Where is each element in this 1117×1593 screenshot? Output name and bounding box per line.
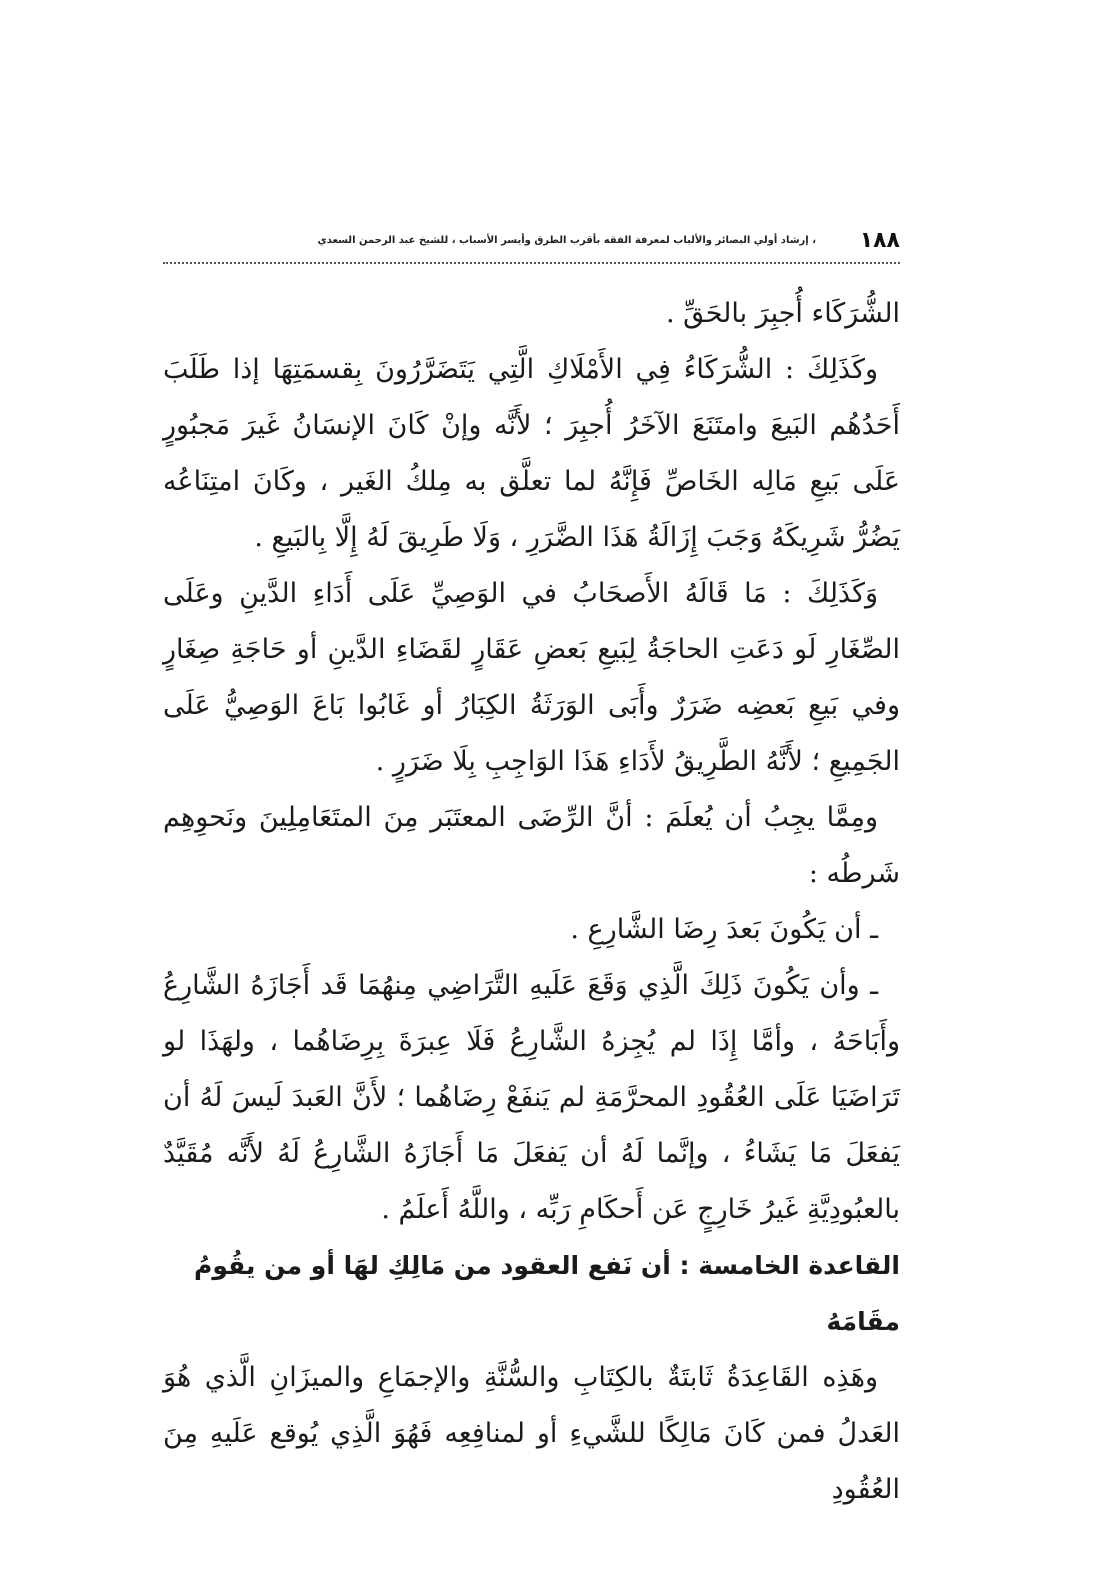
paragraph: وكَذَلِكَ : الشُّرَكَاءُ فِي الأَمْلَاكِ الَّتِي يَتَضَرَّرُونَ بِقسمَتِهَا إذا طَلَبَ أَحَدُهُم البَيعَ وامتَنَعَ الآخَرُ أُجبِرَ ؛ لأَنَّه وإنْ كَانَ الإنسَانُ غَيرَ مَجبُورٍ عَلَى بَيعِ مَالِه الخَاصِّ فَإِنَّهُ لما تعلَّق به مِلكُ الغَير ، وكَانَ امتِنَاعُه يَضُرُّ شَرِيكَهُ وَجَبَ إِزَالَةُ هَذَا الضَّرَرِ ، وَلَا طَرِيقَ لَهُ إِلَّا بِالبَيعِ .	[163, 354, 900, 553]
paragraph: وَكَذَلِكَ : مَا قَالَهُ الأَصحَابُ في الوَصِيِّ عَلَى أَدَاءِ الدَّينِ وعَلَى الصِّغَارِ لَو دَعَتِ الحاجَةُ لِبَيعِ بَعضِ عَقَارٍ لقَضَاءِ الدَّينِ أو حَاجَةِ صِغَارٍ وفي بَيعِ بَعضِه ضَرَرٌ وأَبَى الوَرَثَةُ الكِبَارُ أو غَابُوا بَاعَ الوَصِيُّ عَلَى الجَمِيعِ ؛ لأَنَّهُ الطَّرِيقُ لأَدَاءِ هَذَا الوَاجِبِ بِلَا ضَرَرٍ .	[163, 578, 900, 777]
section-heading: القاعدة الخامسة : أن نَفع العقود من مَالِكِ لهَا أو من يقُومُ مقَامَهُ	[194, 1251, 900, 1336]
list-item: ـ أن يَكُونَ بَعدَ رِضَا الشَّارِعِ .	[570, 914, 878, 945]
running-title: ، إرشاد أولي البصائر والألباب لمعرفة الفقه بأقرب الطرق وأيسر الأسباب ، للشيخ عبد الرحمن السعدي	[317, 235, 816, 246]
body-text	[163, 286, 900, 1518]
paragraph: ومِمَّا يجِبُ أن يُعلَمَ : أنَّ الرِّضَى المعتَبَر مِنَ المتَعَامِلِينَ ونَحوِهِم شَرطُه :	[163, 802, 900, 889]
list-item: ـ وأن يَكُونَ ذَلِكَ الَّذِي وَقَعَ عَلَيهِ التَّرَاضِي مِنهُمَا قَد أَجَازَهُ الشَّارِعُ وأَبَاحَهُ ، وأمَّا إِذَا لم يُجِزهُ الشَّارِعُ فَلَا عِبرَةَ بِرِضَاهُما ، ولهَذَا لو تَرَاضَيَا عَلَى العُقُودِ المحرَّمَةِ لم يَنفَعْ رِضَاهُما ؛ لأَنَّ العَبدَ لَيسَ لَهُ أن يَفعَلَ مَا يَشَاءُ ، وإنَّما لَهُ أن يَفعَلَ مَا أَجَازَهُ الشَّارِعُ لَهُ لأَنَّه مُقَيَّدٌ بالعبُودِيَّةِ غَيرُ خَارِجٍ عَن أَحكَامِ رَبِّه ، واللَّهُ أَعلَمُ .	[163, 970, 900, 1225]
paragraph-continuation: الشُّرَكَاء أُجبِرَ بالحَقِّ .	[666, 298, 900, 329]
paragraph: وهَذِه القَاعِدَةُ ثَابتَةٌ بالكِتَابِ والسُّنَّةِ والإجمَاعِ والميزَانِ الَّذي هُوَ العَدلُ فمن كَانَ مَالِكًا للشَّيءِ أو لمنافِعِه فَهُوَ الَّذِي يُوقع عَلَيهِ مِنَ العُقُودِ	[163, 1362, 900, 1505]
page-number: ١٨٨	[859, 228, 900, 253]
page-header	[163, 224, 900, 264]
header-divider	[163, 262, 900, 264]
